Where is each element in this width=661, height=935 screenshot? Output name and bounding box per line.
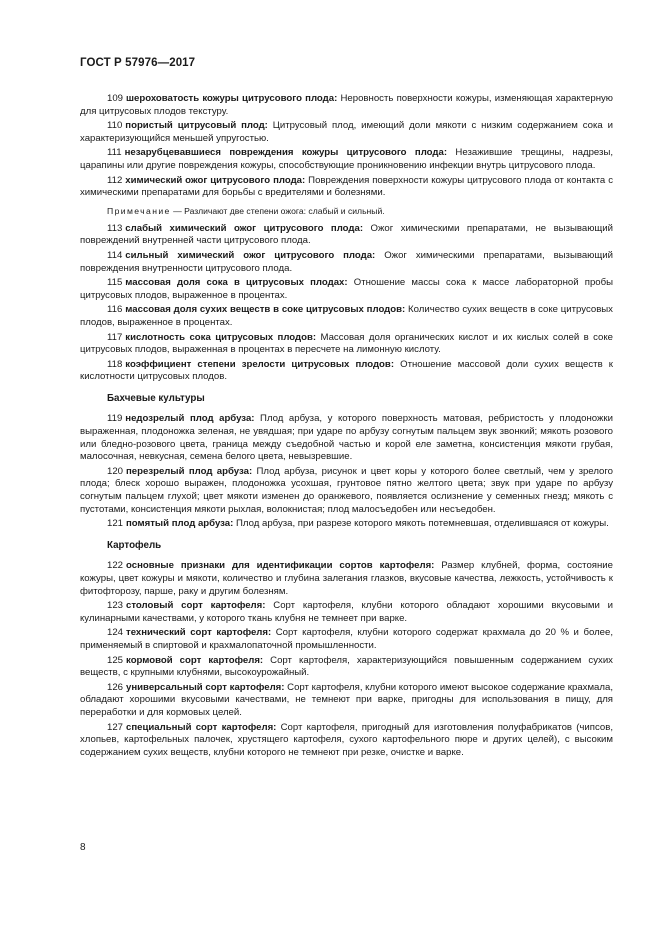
term-definition: Отношение массовой доли сухих веществ к кислотности цитрусовых плодов. bbox=[80, 358, 613, 383]
note bbox=[80, 206, 613, 217]
term-definition: Сорт картофеля, клубни которого имеют высокое содержание крахмала, обладают хорошими вкусовыми качествами, не темнеют при варке, пригодны для использования в пищу, для переработки и для кормовых целей. bbox=[80, 681, 613, 718]
document-body bbox=[80, 93, 613, 759]
term-number: 117 bbox=[107, 331, 123, 343]
term-definition: Ожог химическими препаратами, вызывающий повреждения внутренности цитрусового плода. bbox=[80, 249, 613, 274]
term-definition: Незажившие трещины, надрезы, царапины или другие повреждения кожуры, способствующие проникновению инфекции внутрь цитрусового плода. bbox=[80, 147, 614, 171]
document-header: ГОСТ Р 57976—2017 bbox=[80, 57, 196, 69]
term-title: технический сорт картофеля: bbox=[126, 627, 272, 639]
term-number: 111 bbox=[107, 147, 122, 159]
term-entry bbox=[80, 560, 613, 598]
term-definition: Размер клубней, форма, состояние кожуры, цвет кожуры и мякоти, количество и глубина залегания глазков, вкусовые качества, лежкость, устойчивость к фитофторозу, парше, раку и другим болезням. bbox=[80, 560, 613, 597]
term-definition: Цитрусовый плод, имеющий доли мякоти с низким содержанием сока и характеризующийся меньшей упругостью. bbox=[80, 120, 613, 144]
term-definition: Повреждения поверхности кожуры цитрусового плода от контакта с химическими препаратами для борьбы с вредителями и болезнями. bbox=[80, 174, 614, 199]
term-title: массовая доля сухих веществ в соке цитрусовых плодов: bbox=[125, 304, 406, 316]
term-title: пористый цитрусовый плод: bbox=[125, 120, 268, 132]
term-entry bbox=[80, 277, 613, 302]
term-entry bbox=[80, 722, 613, 760]
term-title: недозрелый плод арбуза: bbox=[125, 413, 255, 425]
term-number: 112 bbox=[107, 174, 123, 186]
term-title: универсальный сорт картофеля: bbox=[126, 681, 285, 693]
term-definition: Ожог химическими препаратами, не вызывающий повреждений внутренней части цитрусового плода. bbox=[80, 222, 613, 247]
term-definition: Плод арбуза, рисунок и цвет коры у которого более светлый, чем у зрелого плода; блеск хорошо выражен, плодоножка усохшая, грунтовое пятно желтого цвета; звук при ударе по арбузу согнутым пальцем глухой; цвет мякоти изменен до оранжевого, появляется ослизнение у семенных гнезд; мякоть с пустотами, консистенция мякоти рыхлая, волокнистая; плод малосъедобен или несъедобен. bbox=[80, 465, 613, 515]
term-title: перезрелый плод арбуза: bbox=[126, 465, 253, 477]
term-number: 110 bbox=[107, 120, 123, 132]
note-dash: — bbox=[173, 205, 182, 216]
term-entry bbox=[80, 466, 613, 516]
term-definition: Плод арбуза, у которого поверхность матовая, ребристость у плодоножки выраженная, плодоножка зеленая, не увядшая; при ударе по арбузу согнутым пальцем звук звонкий; мякоть розового или бледно-розового цвета, граница между съедобной частью и корой еле заметна, консистенция мякоти грубая, малосочная, невкусная, семена белого цвета, невызревшие. bbox=[80, 413, 613, 463]
note-text: Различают две степени ожога: слабый и сильный. bbox=[184, 205, 385, 216]
term-entry bbox=[80, 175, 613, 200]
term-entry bbox=[80, 600, 613, 625]
term-title: основные признаки для идентификации сортов картофеля: bbox=[126, 560, 435, 572]
terms-group-potato bbox=[80, 560, 613, 759]
term-number: 109 bbox=[107, 93, 124, 104]
term-entry bbox=[80, 223, 613, 248]
term-definition: Сорт картофеля, пригодный для изготовления полуфабрикатов (чипсов, хлопьев, картофельных палочек, хрустящего картофеля, сухого картофельного пюре и других целей), с высоким содержанием сухих веществ, клубни которого не темнеют при резке, очистке и варке. bbox=[80, 721, 613, 758]
term-definition: Массовая доля органических кислот и их кислых солей в соке цитрусовых плодов, выраженная в процентах в пересчете на лимонную кислоту. bbox=[80, 331, 613, 356]
term-entry bbox=[80, 359, 613, 384]
term-entry bbox=[80, 332, 613, 357]
term-title: массовая доля сока в цитрусовых плодах: bbox=[125, 277, 348, 289]
term-number: 124 bbox=[107, 627, 124, 639]
term-number: 119 bbox=[107, 413, 123, 425]
term-title: столовый сорт картофеля: bbox=[126, 600, 266, 612]
term-entry bbox=[80, 250, 613, 275]
term-definition: Неровность поверхности кожуры, изменяющая характерную для цитрусовых плодов текстуру. bbox=[80, 93, 613, 117]
term-title: химический ожог цитрусового плода: bbox=[125, 174, 306, 186]
term-entry bbox=[80, 147, 613, 172]
terms-group-citrus-burns bbox=[80, 223, 613, 384]
term-number: 127 bbox=[107, 721, 124, 733]
term-title: сильный химический ожог цитрусового плода: bbox=[125, 249, 376, 261]
term-entry bbox=[80, 304, 613, 329]
term-number: 115 bbox=[107, 277, 123, 289]
term-number: 122 bbox=[107, 560, 124, 572]
term-number: 118 bbox=[107, 358, 123, 370]
term-title: шероховатость кожуры цитрусового плода: bbox=[126, 93, 338, 104]
term-title: кормовой сорт картофеля: bbox=[126, 654, 264, 666]
term-entry bbox=[80, 120, 613, 145]
term-title: незарубцевавшиеся повреждения кожуры цитрусового плода: bbox=[124, 147, 448, 159]
term-definition: Сорт картофеля, клубни которого обладают хорошими вкусовыми и кулинарными качествами, у которого ткань клубня не темнеет при варке. bbox=[80, 600, 613, 624]
term-title: коэффициент степени зрелости цитрусовых плодов: bbox=[125, 358, 395, 370]
term-number: 120 bbox=[107, 465, 124, 477]
term-title: специальный сорт картофеля: bbox=[126, 721, 277, 733]
term-definition: Количество сухих веществ в соке цитрусовых плодов, выраженное в процентах. bbox=[80, 304, 613, 328]
term-definition: Плод арбуза, при разрезе которого мякоть потемневшая, отделившаяся от кожуры. bbox=[236, 518, 609, 530]
section-heading-melons: Бахчевые культуры bbox=[107, 392, 205, 404]
term-entry bbox=[80, 627, 613, 652]
term-number: 121 bbox=[107, 518, 124, 530]
term-number: 113 bbox=[107, 222, 123, 234]
term-title: слабый химический ожог цитрусового плода: bbox=[125, 222, 364, 234]
section-heading-potato: Картофель bbox=[107, 539, 162, 551]
term-entry bbox=[80, 655, 613, 680]
term-title: помятый плод арбуза: bbox=[126, 518, 234, 530]
term-entry bbox=[80, 518, 613, 531]
term-definition: Сорт картофеля, клубни которого содержат крахмала до 20 % и более, применяемый в спиртовой и крахмалопаточной промышленности. bbox=[80, 627, 613, 651]
term-entry bbox=[80, 682, 613, 720]
term-number: 125 bbox=[107, 654, 124, 666]
terms-group-citrus-defects bbox=[80, 93, 613, 200]
term-number: 114 bbox=[107, 249, 123, 261]
term-number: 123 bbox=[107, 600, 124, 612]
term-definition: Сорт картофеля, характеризующийся повышенным содержанием сухих веществ, с крупными клубнями, высокоурожайный. bbox=[80, 654, 613, 679]
page-number: 8 bbox=[80, 842, 86, 853]
note-label: Примечание bbox=[107, 205, 171, 216]
term-number: 126 bbox=[107, 681, 124, 693]
terms-group-melons bbox=[80, 413, 613, 530]
term-title: кислотность сока цитрусовых плодов: bbox=[125, 331, 317, 343]
term-entry bbox=[80, 93, 613, 118]
term-definition: Отношение массы сока к массе лабораторной пробы цитрусовых плодов, выраженное в процентах. bbox=[80, 277, 614, 301]
term-entry bbox=[80, 413, 613, 463]
term-number: 116 bbox=[107, 304, 123, 316]
